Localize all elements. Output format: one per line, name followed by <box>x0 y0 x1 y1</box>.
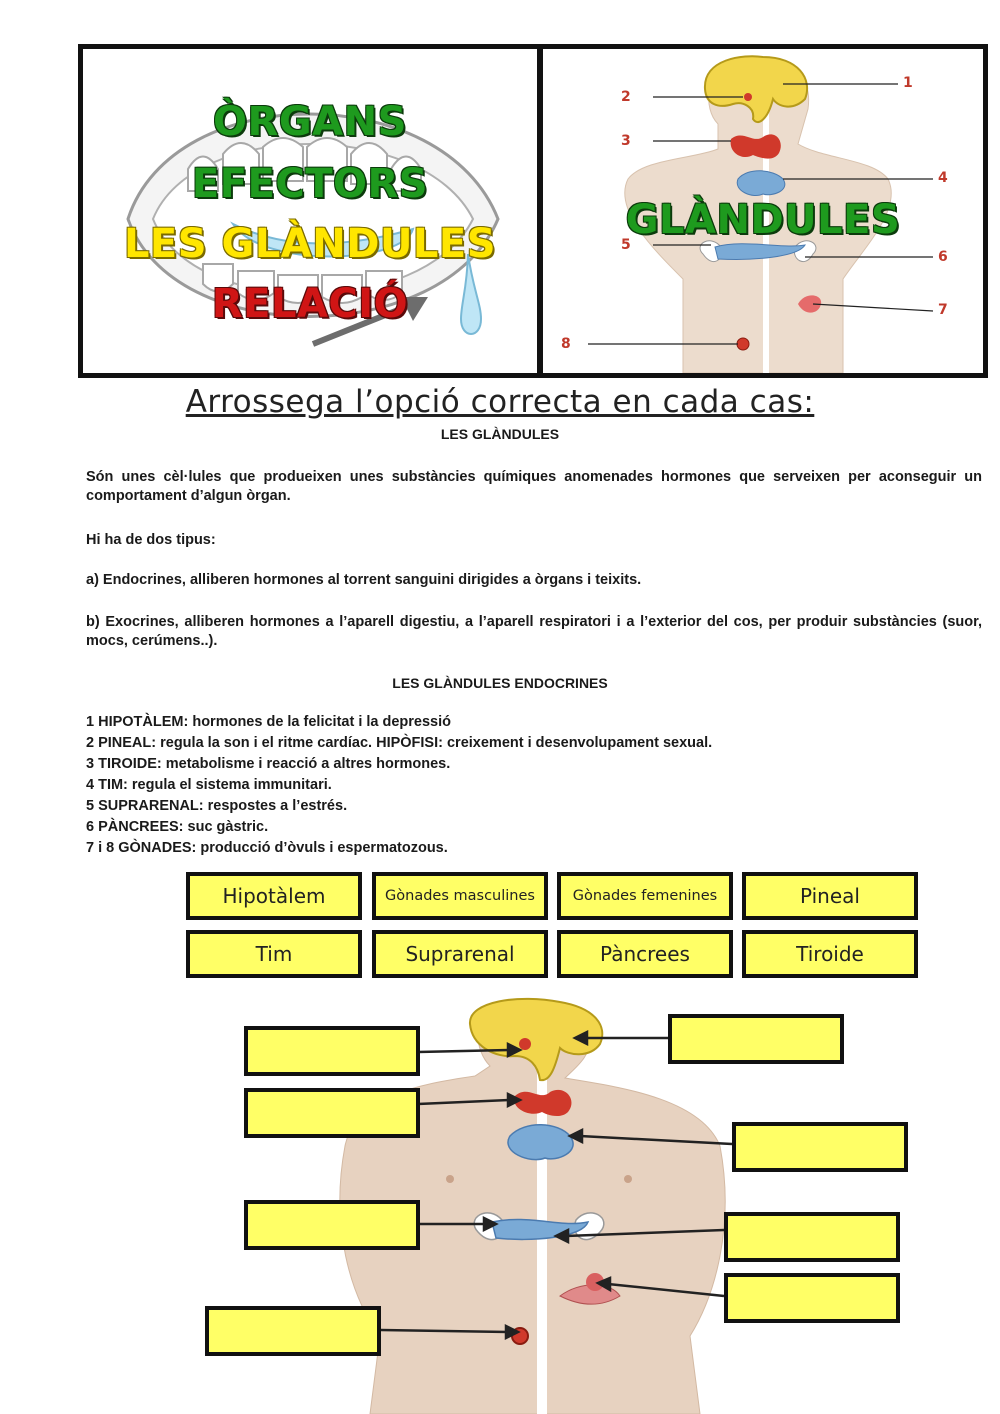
diagram-number-8: 8 <box>561 336 571 352</box>
gland-list-item: 3 TIROIDE: metabolisme i reacció a altres hormones. <box>86 756 451 772</box>
option-tim[interactable]: Tim <box>186 930 362 978</box>
title-line-efectors: EFECTORS <box>191 161 429 207</box>
drop-target-pancrees[interactable] <box>724 1212 900 1262</box>
drop-target-gonades-masculines[interactable] <box>205 1306 381 1356</box>
drop-target-pineal[interactable] <box>244 1026 420 1076</box>
title-box <box>78 44 542 378</box>
paragraph-types: Hi ha de dos tipus: <box>86 532 216 548</box>
paragraph-endocrines: a) Endocrines, alliberen hormones al torrent sanguini dirigides a òrgans i teixits. <box>86 572 642 588</box>
drop-target-suprarenal[interactable] <box>244 1200 420 1250</box>
diagram-number-6: 6 <box>938 249 948 265</box>
instruction-heading: Arrossega l’opció correcta en cada cas: <box>185 384 815 420</box>
drop-target-tim[interactable] <box>732 1122 908 1172</box>
diagram-number-4: 4 <box>938 170 948 186</box>
diagram-number-5: 5 <box>621 237 631 253</box>
option-tiroide[interactable]: Tiroide <box>742 930 918 978</box>
text-heading: LES GLÀNDULES <box>440 426 560 442</box>
paragraph-definition: Són unes cèl·lules que produeixen unes substàncies químiques anomenades hormones que serveixen per aconseguir un comportament d’algun òrgan. <box>86 469 982 504</box>
option-gonades-masculines[interactable]: Gònades masculines <box>372 872 548 920</box>
subheading-endocrines: LES GLÀNDULES ENDOCRINES <box>392 675 608 691</box>
drop-target-hipotalem[interactable] <box>668 1014 844 1064</box>
gland-list-item: 4 TIM: regula el sistema immunitari. <box>86 777 332 793</box>
option-pancrees[interactable]: Pàncrees <box>557 930 733 978</box>
paragraph-exocrines: b) Exocrines, alliberen hormones a l’aparell digestiu, a l’aparell respiratori i a l’exterior del cos, per produir substàncies (suor, mocs, cerúmens..). <box>86 614 982 649</box>
option-pineal[interactable]: Pineal <box>742 872 918 920</box>
title-line-relacio: RELACIÓ <box>211 281 409 327</box>
gland-list-item: 2 PINEAL: regula la son i el ritme cardíac. HIPÒFISI: creixement i desenvolupament sexual. <box>86 735 713 751</box>
option-gonades-femenines[interactable]: Gònades femenines <box>557 872 733 920</box>
gland-list-item: 5 SUPRARENAL: respostes a l’estrés. <box>86 798 348 814</box>
diagram-number-3: 3 <box>621 133 631 149</box>
drop-target-gonades-femenines[interactable] <box>724 1273 900 1323</box>
option-hipotalem[interactable]: Hipotàlem <box>186 872 362 920</box>
gland-list-item: 7 i 8 GÒNADES: producció d’òvuls i espermatozous. <box>86 840 448 856</box>
drop-target-tiroide[interactable] <box>244 1088 420 1138</box>
diagram-number-2: 2 <box>621 89 631 105</box>
diagram-number-7: 7 <box>938 302 948 318</box>
gland-list-item: 1 HIPOTÀLEM: hormones de la felicitat i la depressió <box>86 714 451 730</box>
diagram-number-1: 1 <box>903 75 913 91</box>
glandules-title: GLÀNDULES <box>625 197 901 243</box>
body-diagram-large <box>0 996 1000 1414</box>
gland-list-item: 6 PÀNCREES: suc gàstric. <box>86 819 269 835</box>
title-line-glandules: LES GLÀNDULES <box>123 221 497 267</box>
title-line-organs: ÒRGANS <box>213 99 407 145</box>
glands-diagram-box <box>538 44 988 378</box>
option-suprarenal[interactable]: Suprarenal <box>372 930 548 978</box>
